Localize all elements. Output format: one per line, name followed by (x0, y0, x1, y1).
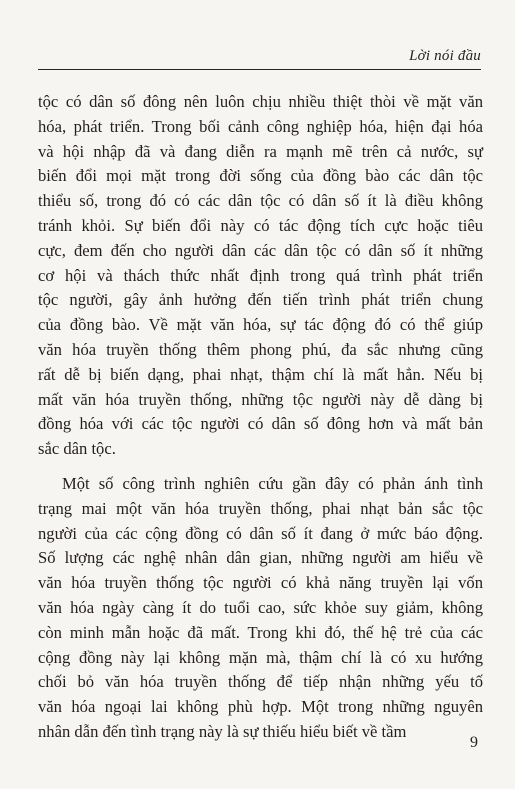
text-line: hóa, phát triển. Trong bối cảnh công nghiệp hóa, hiện đại hóa (38, 116, 483, 136)
text-line: cực, đem đến cho người dân các dân tộc có dân số ít những (38, 240, 483, 260)
text-line: văn hóa ngày càng ít do tuổi cao, sức khỏe suy giảm, không (38, 597, 483, 617)
text-line: người của các cộng đồng có dân số ít đang ở mức báo động. (38, 523, 483, 543)
text-line: cộng đồng này lại không mặn mà, thậm chí là có xu hướng (38, 647, 483, 667)
text-line: Số lượng các nghệ nhân dân gian, những người am hiểu về (38, 548, 483, 568)
text-line: văn hóa truyền thống thêm phong phú, đa sắc nhưng cũng (38, 339, 483, 359)
text-line: biến đổi mọi mặt trong đời sống của đồng bào các dân tộc (38, 166, 483, 186)
text-line: Một số công trình nghiên cứu gần đây có phản ánh tình (62, 473, 483, 493)
body-text (38, 90, 483, 745)
paragraph (38, 90, 483, 462)
paragraph (38, 472, 483, 745)
text-line: đồng hóa với các tộc người có dân số đông hơn và mất bản (38, 414, 483, 434)
text-line: tộc có dân số đông nên luôn chịu nhiều thiệt thòi về mặt văn (38, 92, 483, 111)
text-line: tránh khỏi. Sự biến đổi này có tác động tích cực hoặc tiêu (38, 215, 483, 235)
text-line: thiểu số, trong đó có các dân tộc có dân số ít là điều không (38, 191, 483, 211)
text-line: tộc người, gây ảnh hưởng đến tiến trình phát triển chung (38, 290, 483, 310)
text-line: và hội nhập đã và đang diễn ra mạnh mẽ trên cả nước, sự (38, 141, 483, 161)
text-line: nhân dẫn đến tình trạng này là sự thiếu hiểu biết về tầm (38, 721, 407, 741)
section-title: Lời nói đầu (409, 48, 481, 64)
header-rule (38, 69, 481, 70)
text-line: của đồng bào. Về mặt văn hóa, sự tác động đó có thể giúp (38, 315, 483, 335)
text-line: rất dễ bị biến dạng, phai nhạt, thậm chí là mất hẳn. Nếu bị (38, 364, 483, 384)
text-line: sắc dân tộc. (38, 439, 116, 459)
page-number: 9 (470, 734, 478, 751)
text-line: còn minh mẫn hoặc đã mất. Trong khi đó, thế hệ trẻ của các (38, 622, 483, 642)
text-line: văn hóa ngoại lai không phù hợp. Một trong những nguyên (38, 697, 483, 717)
text-line: văn hóa truyền thống tộc người có khả năng truyền lại vốn (38, 573, 483, 593)
text-line: cơ hội và thách thức nhất định trong quá trình phát triển (38, 265, 483, 285)
running-header (38, 42, 481, 70)
text-line: mất văn hóa truyền thống, những tộc người này dễ dàng bị (38, 389, 483, 409)
text-line: chối bỏ văn hóa truyền thống để tiếp nhận những yếu tố (38, 672, 483, 692)
text-line: trạng mai một văn hóa truyền thống, phai nhạt bản sắc tộc (38, 498, 483, 518)
